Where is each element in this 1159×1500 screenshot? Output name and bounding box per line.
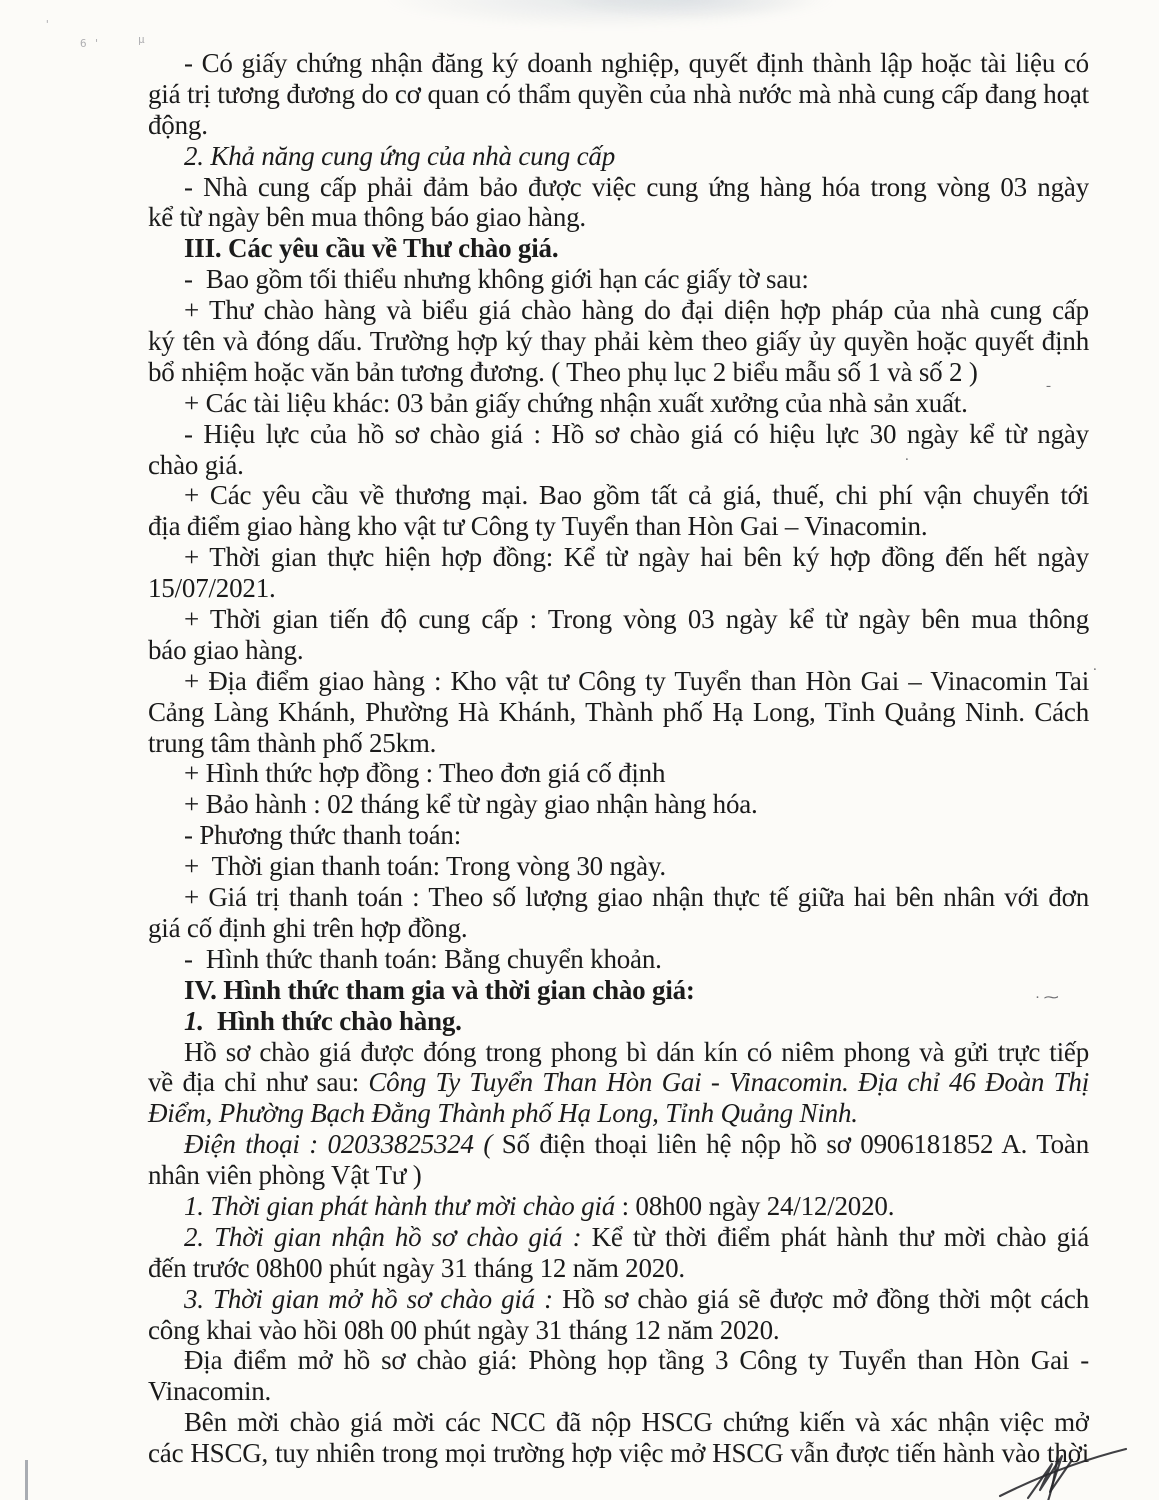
- text-run: Số điện thoại liên hệ nộp hồ sơ 0906181852 A. Toàn: [501, 1129, 1089, 1160]
- text-run: + Hình thức hợp đồng : Theo đơn giá cố định: [184, 758, 666, 789]
- document-line: [148, 419, 1089, 450]
- text-run: công khai vào hồi 08h 00 phút ngày 31 tháng 12 năm 2020.: [148, 1314, 780, 1345]
- document-line: [148, 573, 1089, 604]
- document-line: [148, 1098, 1089, 1129]
- document-line: [148, 1067, 1089, 1098]
- document-line: [148, 480, 1089, 511]
- document-line: [148, 1315, 1089, 1346]
- text-run: địa điểm giao hàng kho vật tư Công ty Tuyển than Hòn Gai – Vinacomin.: [148, 511, 928, 542]
- document-line: [148, 1222, 1089, 1253]
- pencil-mark: ': [44, 18, 51, 31]
- document-line: [148, 1253, 1089, 1284]
- document-line: [148, 851, 1089, 882]
- document-line: [148, 357, 1089, 388]
- document-line: [148, 758, 1089, 789]
- document-line: [148, 295, 1089, 326]
- document-line: [148, 233, 1089, 264]
- text-run: - Phương thức thanh toán:: [184, 820, 462, 851]
- document-line: [148, 635, 1089, 666]
- document-line: [148, 697, 1089, 728]
- text-run: Cảng Làng Khánh, Phường Hà Khánh, Thành phố Hạ Long, Tỉnh Quảng Ninh. Cách: [148, 696, 1089, 727]
- text-run: Hình thức chào hàng.: [203, 1005, 462, 1036]
- document-line: [148, 913, 1089, 944]
- text-run: động.: [148, 109, 208, 140]
- text-run: ký tên và đóng dấu. Trường hợp ký thay phải kèm theo giấy ủy quyền hoặc quyết định: [148, 326, 1089, 357]
- text-run: - Bao gồm tối thiểu nhưng không giới hạn các giấy tờ sau:: [184, 264, 809, 295]
- document-line: [148, 1438, 1089, 1469]
- text-run: giá trị tương đương do cơ quan có thẩm quyền của nhà nước mà nhà cung cấp đang hoạt: [148, 78, 1089, 109]
- document-line: [148, 172, 1089, 203]
- document-line: [148, 1129, 1089, 1160]
- document-line: [148, 141, 1089, 172]
- document-line: [148, 388, 1089, 419]
- document-line: [148, 820, 1089, 851]
- text-run: báo giao hàng.: [148, 634, 304, 665]
- document-line: [148, 110, 1089, 141]
- text-run: 1.: [184, 1005, 204, 1036]
- text-run: Điện thoại : 02033825324 (: [184, 1129, 502, 1160]
- document-line: [148, 326, 1089, 357]
- text-run: + Thời gian thanh toán: Trong vòng 30 ngày.: [184, 851, 666, 882]
- text-run: + Thư chào hàng và biểu giá chào hàng do đại diện hợp pháp của nhà cung cấp: [184, 295, 1089, 326]
- scan-speck: · ⁓: [1035, 990, 1059, 1006]
- text-run: giá cố định ghi trên hợp đồng.: [148, 912, 468, 943]
- signature-scribble: [998, 1446, 1130, 1500]
- text-run: IV. Hình thức tham gia và thời gian chào giá:: [184, 974, 695, 1005]
- text-run: - Nhà cung cấp phải đảm bảo được việc cung ứng hàng hóa trong vòng 03 ngày: [184, 171, 1089, 202]
- document-line: [148, 202, 1089, 233]
- text-run: - Hình thức thanh toán: Bằng chuyển khoản.: [184, 943, 662, 974]
- document-line: [148, 728, 1089, 759]
- text-run: - Có giấy chứng nhận đăng ký doanh nghiệp, quyết định thành lập hoặc tài liệu có: [184, 48, 1089, 78]
- pencil-mark: 6 ': [80, 37, 100, 50]
- text-run: Vinacomin.: [148, 1376, 272, 1407]
- document-line: [148, 975, 1089, 1006]
- document-line: [148, 450, 1089, 481]
- text-run: Bên mời chào giá mời các NCC đã nộp HSCG chứng kiến và xác nhận việc mở: [184, 1407, 1089, 1438]
- document-line: [148, 1407, 1089, 1438]
- text-run: 3. Thời gian mở hồ sơ chào giá :: [184, 1283, 563, 1314]
- text-run: + Các yêu cầu về thương mại. Bao gồm tất cả giá, thuế, chi phí vận chuyển tới: [184, 480, 1089, 511]
- document-line: [148, 1376, 1089, 1407]
- pencil-mark: µ: [138, 33, 145, 46]
- scan-speck: -: [1046, 378, 1051, 394]
- document-line: [148, 48, 1089, 79]
- text-run: - Hiệu lực của hồ sơ chào giá : Hồ sơ chào giá có hiệu lực 30 ngày kể từ ngày: [184, 418, 1089, 449]
- text-run: về địa chỉ như sau:: [148, 1067, 369, 1098]
- scan-edge-artifact: [25, 1460, 28, 1500]
- text-run: : 08h00 ngày 24/12/2020.: [615, 1190, 895, 1221]
- document-line: [148, 511, 1089, 542]
- text-run: + Giá trị thanh toán : Theo số lượng giao nhận thực tế giữa hai bên nhân với đơn: [184, 882, 1089, 913]
- text-run: + Bảo hành : 02 tháng kể từ ngày giao nhận hàng hóa.: [184, 789, 758, 820]
- text-run: 2. Thời gian nhận hồ sơ chào giá :: [184, 1221, 592, 1252]
- document-line: [148, 1284, 1089, 1315]
- document-line: [148, 666, 1089, 697]
- document-line: [148, 1160, 1089, 1191]
- text-run: Hồ sơ chào giá sẽ được mở đồng thời một cách: [562, 1283, 1089, 1314]
- text-run: các HSCG, tuy nhiên trong mọi trường hợp việc mở HSCG vẫn được tiến hành vào thời: [148, 1438, 1089, 1469]
- text-run: 2. Khả năng cung ứng của nhà cung cấp: [184, 140, 616, 171]
- text-run: Kể từ thời điểm phát hành thư mời chào giá: [591, 1221, 1089, 1252]
- scan-speck: .: [905, 448, 909, 464]
- text-run: kể từ ngày bên mua thông báo giao hàng.: [148, 202, 586, 233]
- text-run: Điểm, Phường Bạch Đằng Thành phố Hạ Long, Tỉnh Quảng Ninh.: [148, 1098, 858, 1129]
- document-line: [148, 944, 1089, 975]
- scan-smudge: [380, 0, 840, 30]
- text-run: + Thời gian thực hiện hợp đồng: Kể từ ngày hai bên ký hợp đồng đến hết ngày: [184, 542, 1089, 573]
- text-run: Địa điểm mở hồ sơ chào giá: Phòng họp tầng 3 Công ty Tuyển than Hòn Gai -: [184, 1345, 1089, 1376]
- document-line: [148, 1345, 1089, 1376]
- document-line: [148, 604, 1089, 635]
- document-line: [148, 1191, 1089, 1222]
- document-line: [148, 1006, 1089, 1037]
- text-run: 15/07/2021.: [148, 573, 276, 604]
- text-run: trung tâm thành phố 25km.: [148, 727, 437, 758]
- document-body: [148, 48, 1089, 1469]
- text-run: Công Ty Tuyển Than Hòn Gai - Vinacomin. Địa chỉ 46 Đoàn Thị: [368, 1067, 1089, 1098]
- text-run: chào giá.: [148, 449, 244, 480]
- text-run: III. Các yêu cầu về Thư chào giá.: [184, 233, 559, 264]
- text-run: bổ nhiệm hoặc văn bản tương đương. ( Theo phụ lục 2 biểu mẫu số 1 và số 2 ): [148, 356, 978, 387]
- text-run: nhân viên phòng Vật Tư ): [148, 1160, 422, 1191]
- text-run: + Địa điểm giao hàng : Kho vật tư Công ty Tuyển than Hòn Gai – Vinacomin Tai: [184, 665, 1089, 696]
- document-line: [148, 789, 1089, 820]
- text-run: đến trước 08h00 phút ngày 31 tháng 12 năm 2020.: [148, 1252, 685, 1283]
- document-line: [148, 882, 1089, 913]
- text-run: 1. Thời gian phát hành thư mời chào giá: [184, 1190, 616, 1221]
- text-run: + Các tài liệu khác: 03 bản giấy chứng nhận xuất xưởng của nhà sản xuất.: [184, 387, 968, 418]
- scan-smudge: [560, 0, 820, 20]
- text-run: + Thời gian tiến độ cung cấp : Trong vòng 03 ngày kể từ ngày bên mua thông: [184, 604, 1089, 635]
- document-line: [148, 79, 1089, 110]
- document-line: [148, 264, 1089, 295]
- document-line: [148, 542, 1089, 573]
- text-run: Hồ sơ chào giá được đóng trong phong bì dán kín có niêm phong và gửi trực tiếp: [184, 1036, 1089, 1067]
- scan-speck: .: [1093, 658, 1097, 674]
- document-line: [148, 1037, 1089, 1068]
